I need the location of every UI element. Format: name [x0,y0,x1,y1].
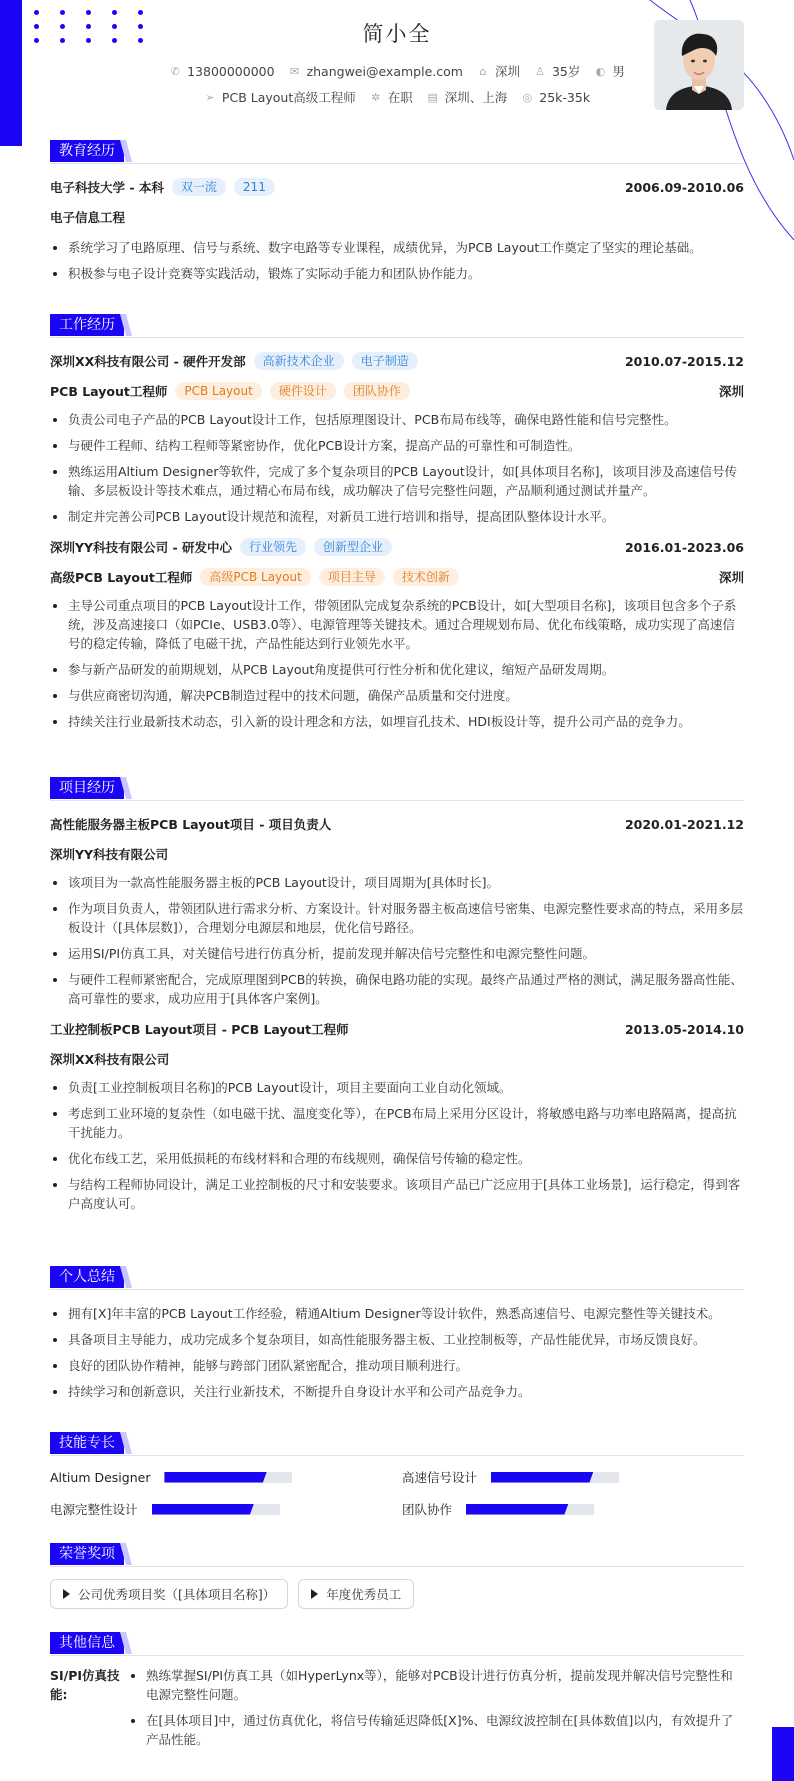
profile-photo [654,20,744,110]
section-title: 荣誉奖项 [50,1543,124,1565]
summary-bullets [50,1304,744,1401]
education-row [50,178,744,196]
award-label: 年度优秀员工 [326,1587,402,1602]
awards-section [50,1543,744,1609]
section-header [50,1632,744,1656]
skill-bar [491,1472,619,1483]
role-tag: 团队协作 [344,382,410,400]
company-tag: 行业领先 [240,538,306,556]
work-bullets [50,410,744,526]
skill-item [402,1500,744,1518]
age-text: 35岁 [551,64,581,79]
list-item: 良好的团队协作精神，能够与跨部门团队紧密配合，推动项目顺利进行。 [50,1356,744,1375]
list-item: 具备项目主导能力，成功完成多个复杂项目，如高性能服务器主板、工业控制板等，产品性能优异，市场反馈良好。 [50,1330,744,1349]
role-row [50,568,744,586]
list-item: 持续学习和创新意识，关注行业新技术，不断提升自身设计水平和公司产品竞争力。 [50,1382,744,1401]
home-icon: ⌂ [479,64,487,78]
education-bullets [50,238,744,283]
awards-list [50,1579,744,1609]
skill-bar [466,1504,594,1515]
skill-bar-fill [164,1472,266,1483]
section-title: 技能专长 [50,1432,124,1454]
role-row [50,382,744,400]
section-header [50,140,744,164]
company-tag: 高新技术企业 [254,352,344,370]
skill-item [402,1468,744,1486]
email-item [289,64,463,79]
list-item: 系统学习了电路原理、信号与系统、数字电路等专业课程，成绩优异，为PCB Layout工作奠定了坚实的理论基础。 [50,238,744,257]
project-date: 2013.05-2014.10 [624,1021,744,1037]
company-tag: 电子制造 [352,352,418,370]
role-name: 高级PCB Layout工程师 [50,570,193,585]
city-text: 深圳 [494,64,520,79]
section-header [50,314,744,338]
role-tag: 项目主导 [319,568,385,586]
skills-grid [50,1468,744,1518]
list-item: 运用SI/PI仿真工具，对关键信号进行仿真分析，提前发现并解决信号完整性和电源完整性问题。 [50,944,744,963]
skill-name: 高速信号设计 [402,1470,478,1485]
role-name: PCB Layout工程师 [50,384,168,399]
send-icon: ➢ [205,90,215,104]
section-header [50,1432,744,1456]
phone-item [169,64,274,79]
section-header [50,1543,744,1567]
position-item [204,88,356,106]
other-bullets [128,1666,744,1756]
company-row [50,352,744,370]
project-date: 2020.01-2021.12 [624,816,744,832]
list-item: 该项目为一款高性能服务器主板的PCB Layout设计，项目周期为[具体时长]。 [50,873,744,892]
age-item [534,62,580,80]
project-company: 深圳YY科技有限公司 [50,847,169,862]
skill-item [50,1468,402,1486]
other-label: SI/PI仿真技能: [50,1668,120,1702]
list-item: 参与新产品研发的前期规划，从PCB Layout角度提供可行性分析和优化建议，缩短产品研发周期。 [50,660,744,679]
education-section [50,140,744,290]
phone-icon: ✆ [170,64,180,78]
work-city: 深圳 [718,384,744,399]
age-icon: ♙ [535,64,545,78]
list-item: 持续关注行业最新技术动态，引入新的设计理念和方法，如埋盲孔技术、HDI板设计等，提升公司产品的竞争力。 [50,712,744,731]
skill-bar [152,1504,280,1515]
work-city: 深圳 [718,570,744,585]
work-date: 2010.07-2015.12 [624,353,744,369]
section-title: 个人总结 [50,1266,124,1288]
education-date: 2006.09-2010.06 [624,179,744,195]
award-item [50,1579,288,1609]
work-city-text: 深圳、上海 [444,90,508,105]
school-name: 电子科技大学 - 本科 [50,180,164,195]
company-name: 深圳YY科技有限公司 - 研发中心 [50,540,232,555]
list-item: 与硬件工程师紧密配合，完成原理图到PCB的转换，确保电路功能的实现。最终产品通过严格的测试，满足服务器高性能、高可靠性的要求，成功应用于[具体客户案例]。 [50,970,744,1008]
role-tag: 高级PCB Layout [200,568,310,586]
skill-bar-fill [466,1504,568,1515]
play-icon [311,1589,318,1599]
list-item: 考虑到工业环境的复杂性（如电磁干扰、温度变化等），在PCB布局上采用分区设计，将敏感电路与功率电路隔离，提高抗干扰能力。 [50,1104,744,1142]
project-bullets [50,1078,744,1213]
school-tag: 双一流 [172,178,226,196]
skill-name: 电源完整性设计 [50,1502,138,1517]
skill-name: Altium Designer [50,1469,151,1485]
section-header [50,1266,744,1290]
project-row [50,815,744,833]
section-header [50,777,744,801]
phone-text: 13800000000 [187,63,275,79]
gender-item [594,62,625,80]
project-company-row [50,1050,744,1068]
other-section [50,1632,744,1756]
skills-section [50,1432,744,1518]
project-company: 深圳XX科技有限公司 [50,1052,170,1067]
section-title: 项目经历 [50,777,124,799]
work-city-item [427,88,508,106]
school-tag: 211 [234,178,275,196]
email-text: zhangwei@example.com [306,63,463,79]
skill-name: 团队协作 [402,1502,453,1517]
status-text: 在职 [387,90,413,105]
work-date: 2016.01-2023.06 [624,539,744,555]
gender-icon: ◐ [595,64,606,78]
list-item: 积极参与电子设计竞赛等实践活动，锻炼了实际动手能力和团队协作能力。 [50,264,744,283]
list-item: 与供应商密切沟通，解决PCB制造过程中的技术问题，确保产品质量和交付进度。 [50,686,744,705]
project-company-row [50,845,744,863]
skill-bar-fill [152,1504,254,1515]
list-item: 与结构工程师协同设计，满足工业控制板的尺寸和安装要求。该项目产品已广泛应用于[具体工业场景]，运行稳定，得到客户高度认可。 [50,1175,744,1213]
work-section [50,314,744,738]
list-item: 熟练掌握SI/PI仿真工具（如HyperLynx等），能够对PCB设计进行仿真分析，提前发现并解决信号完整性和电源完整性问题。 [128,1666,744,1704]
project-name: 高性能服务器主板PCB Layout项目 - 项目负责人 [50,817,332,832]
list-item: 拥有[X]年丰富的PCB Layout工作经验，精通Altium Designer等设计软件，熟悉高速信号、电源完整性等关键技术。 [50,1304,744,1323]
status-item [370,88,413,106]
project-row [50,1020,744,1038]
role-tag: 硬件设计 [270,382,336,400]
role-tag: 技术创新 [393,568,459,586]
play-icon [63,1589,70,1599]
list-item: 负责公司电子产品的PCB Layout设计工作，包括原理图设计、PCB布局布线等，确保电路性能和信号完整性。 [50,410,744,429]
list-item: 与硬件工程师、结构工程师等紧密协作，优化PCB设计方案，提高产品的可靠性和可制造性。 [50,436,744,455]
salary-text: 25k-35k [539,89,591,105]
section-title: 教育经历 [50,140,124,162]
list-item: 负责[工业控制板项目名称]的PCB Layout设计，项目主要面向工业自动化领域。 [50,1078,744,1097]
major-name: 电子信息工程 [50,210,126,225]
salary-item [521,90,590,105]
candidate-name: 简小全 [362,22,432,46]
gender-text: 男 [612,64,625,79]
list-item: 在[具体项目]中，通过仿真优化，将信号传输延迟降低[X]%、电源纹波控制在[具体数值]以内，有效提升了产品性能。 [128,1711,744,1749]
company-tag: 创新型企业 [314,538,392,556]
award-item [298,1579,414,1609]
project-bullets [50,873,744,1008]
right-accent-bar [772,1727,794,1781]
projects-section [50,777,744,1220]
skill-item [50,1500,402,1518]
list-item: 制定并完善公司PCB Layout设计规范和流程，对新员工进行培训和指导，提高团队整体设计水平。 [50,507,744,526]
major-row [50,208,744,226]
city-item [477,62,520,80]
skill-bar [164,1472,292,1483]
list-item: 熟练运用Altium Designer等软件，完成了多个复杂项目的PCB Layout设计，如[具体项目名称]，该项目涉及高速信号传输、多层板设计等技术难点，通过精心布局布线，成功解决了信号完整性问题，产品顺利通过测试并量产。 [50,462,744,500]
section-title: 工作经历 [50,314,124,336]
building-icon: ▤ [427,90,438,104]
list-item: 优化布线工艺，采用低损耗的布线材料和合理的布线规则，确保信号传输的稳定性。 [50,1149,744,1168]
summary-section [50,1266,744,1408]
award-label: 公司优秀项目奖（[具体项目名称]） [78,1587,276,1602]
other-item [50,1666,744,1756]
project-name: 工业控制板PCB Layout项目 - PCB Layout工程师 [50,1022,349,1037]
section-title: 其他信息 [50,1632,124,1654]
company-name: 深圳XX科技有限公司 - 硬件开发部 [50,354,246,369]
skill-bar-fill [491,1472,593,1483]
status-icon: ✲ [371,90,381,104]
salary-icon: ◎ [522,90,533,104]
mail-icon: ✉ [289,64,300,78]
work-bullets [50,596,744,731]
list-item: 作为项目负责人，带领团队进行需求分析、方案设计。针对服务器主板高速信号密集、电源完整性要求高的特点，采用多层板设计（[具体层数]），合理划分电源层和地层，优化信号路径。 [50,899,744,937]
list-item: 主导公司重点项目的PCB Layout设计工作，带领团队完成复杂系统的PCB设计，如[大型项目名称]，该项目包含多个子系统，涉及高速接口（如PCIe、USB3.0等）、电源管理等关键技术。通过合理规划布局、优化布线策略，成功实现了高速信号的稳定传输，降低了电磁干扰，产品性能达到行业领先水平。 [50,596,744,653]
company-row [50,538,744,556]
position-text: PCB Layout高级工程师 [221,90,356,105]
role-tag: PCB Layout [175,382,261,400]
